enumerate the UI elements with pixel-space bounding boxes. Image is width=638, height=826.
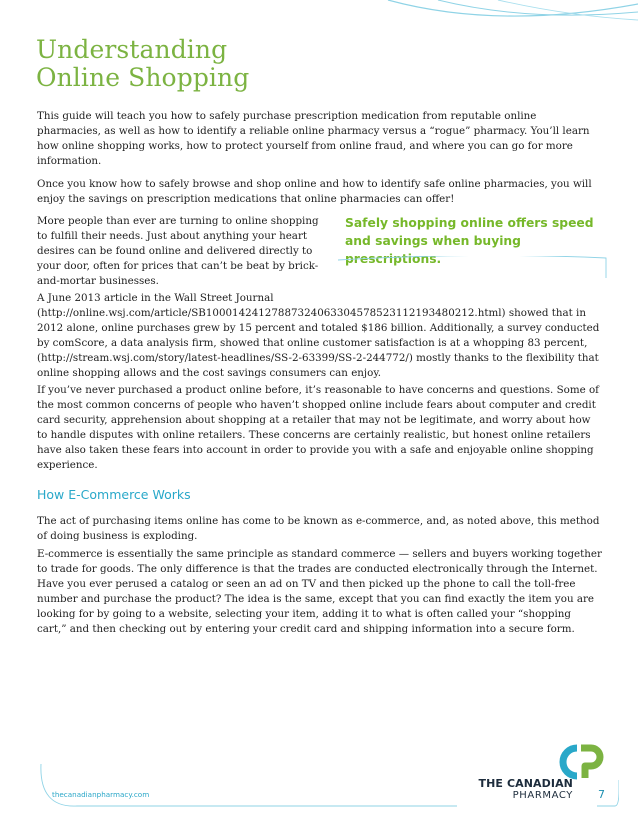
- paragraph-ecommerce-2: E-commerce is essentially the same principle as standard commerce — sellers and buyers working together to trade for goods. The only difference is that the trades are conducted electronically through the Internet. Have you ever perused a catalog or seen an ad on TV and then picked up the phone to call the toll-free number and purchase the product? The idea is the same, except that you can find exactly the item you are looking for by going to a website, selecting your item, adding it to what is often called your “shopping cart,” and then checking out by entering your credit card and shipping information into a secure form.: [37, 548, 602, 635]
- page-title: [36, 36, 456, 92]
- logo-name: THE CANADIAN: [478, 777, 573, 790]
- intro-paragraph-2: Once you know how to safely browse and shop online and how to identify safe online pharmacies, you will enjoy the savings on prescription medications that online pharmacies can offer!: [37, 178, 592, 205]
- intro-paragraph-1: This guide will teach you how to safely purchase prescription medication from reputable online pharmacies, as well as how to identify a reliable online pharmacy versus a “rogue” pharmacy. You’ll learn how online shopping works, how to protect yourself from online fraud, and where you can go for more information.: [37, 110, 590, 167]
- column-paragraph: More people than ever are turning to online shopping to fulfill their needs. Just about anything your heart desires can be found online and delivered directly to your door, often for prices that can’t be beat by brick-and-mortar businesses.: [37, 215, 319, 287]
- section-heading: How E-Commerce Works: [37, 487, 191, 502]
- pull-quote: Safely shopping online offers speed and savings when buying prescriptions.: [345, 216, 594, 266]
- footer-website-url: thecanadianpharmacy.com: [52, 790, 150, 799]
- paragraph-ecommerce-1: The act of purchasing items online has come to be known as e-commerce, and, as noted above, this method of doing business is exploding.: [37, 515, 600, 542]
- pull-quote-underline: [338, 256, 608, 278]
- page-title-line-1: Understanding: [36, 35, 228, 64]
- canadian-pharmacy-cp-logo-icon: [551, 744, 607, 780]
- corner-decoration: [378, 0, 638, 40]
- page-title-line-2: Online Shopping: [36, 63, 250, 92]
- paragraph-concerns: If you’ve never purchased a product online before, it’s reasonable to have concerns and questions. Some of the most common concerns of people who haven’t shopped online include fears about computer and credit card security, apprehension about shopping at a retailer that may not be legitimate, and worry about how to handle disputes with online retailers. These concerns are certainly realistic, but honest online retailers have also taken these fears into account in order to provide you with a safe and enjoyable online shopping experience.: [37, 384, 599, 471]
- page-number: 7: [598, 788, 605, 801]
- paragraph-wsj: A June 2013 article in the Wall Street Journal (http://online.wsj.com/article/SB10001424127887324063304578523112193480212.html) showed that in 2012 alone, online purchases grew by 15 percent and totaled $186 billion. Additionally, a survey conducted by comScore, a data analysis firm, showed that online customer satisfaction is at a whopping 83 percent, (http://stream.wsj.com/story/latest-headlines/SS-2-63399/SS-2-244772/) mostly thanks to the flexibility that online shopping allows and the cost savings consumers can enjoy.: [37, 292, 600, 379]
- logo-subtitle: PHARMACY: [512, 790, 573, 801]
- company-logo: [458, 744, 608, 806]
